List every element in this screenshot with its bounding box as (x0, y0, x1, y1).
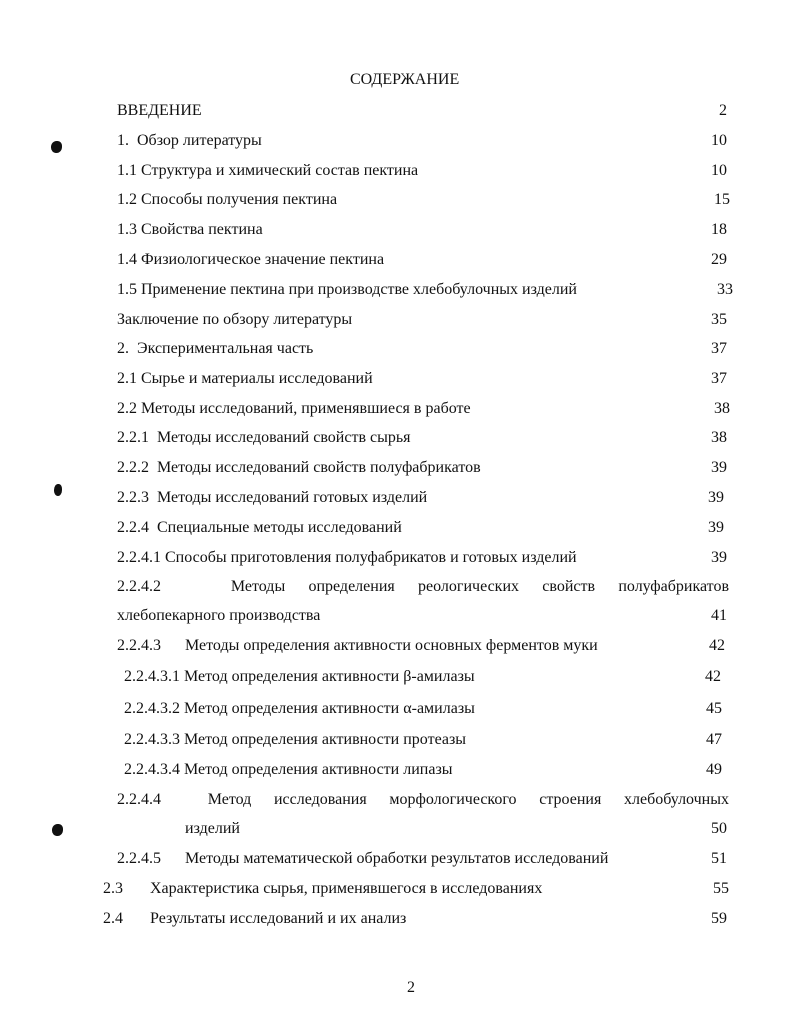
entry-number: 2.2 (117, 400, 137, 417)
entry-number: 2.2.4.2 (117, 578, 161, 595)
entry-title: Применение пектина при производстве хлебобулочных изделий (141, 281, 577, 298)
entry-title: Структура и химический состав пектина (141, 162, 419, 179)
entry-number: 2.1 (117, 370, 137, 387)
entry-title: Метод определения активности α-амилазы (184, 700, 475, 717)
entry-title: Физиологическое значение пектина (141, 251, 385, 268)
entry-title: Методы исследований свойств полуфабрикатов (157, 459, 481, 476)
entry-title-continued: хлебопекарного производства (117, 607, 321, 624)
entry-title: Методы математической обработки результатов исследований (185, 850, 609, 867)
entry-title: Метод определения активности липазы (184, 761, 453, 778)
entry-page: 41 (711, 607, 727, 624)
entry-number: 1.4 (117, 251, 137, 268)
entry-page: 59 (711, 910, 727, 927)
scan-mark (51, 141, 62, 153)
entry-title: Экспериментальная часть (137, 340, 314, 357)
entry-title: Характеристика сырья, применявшегося в исследованиях (150, 880, 543, 897)
entry-number: 2.2.4.5 (117, 850, 161, 867)
scan-mark (52, 824, 63, 836)
page-number: 2 (407, 979, 415, 996)
entry-number: 1. (117, 132, 129, 149)
entry-title: Обзор литературы (137, 132, 262, 149)
entry-number: 2.2.4.3 (117, 637, 161, 654)
entry-number: 2.2.4.3.3 (124, 731, 180, 748)
entry-title: Заключение по обзору литературы (117, 311, 353, 328)
entry-number: 1.1 (117, 162, 137, 179)
entry-page: 15 (714, 191, 730, 208)
entry-title: Метод определения активности β-амилазы (184, 668, 475, 685)
entry-page: 37 (711, 340, 727, 357)
entry-number: 2.2.4.3.1 (124, 668, 180, 685)
entry-page: 29 (711, 251, 727, 268)
entry-number: 2.2.4 (117, 519, 149, 536)
entry-title: Сырье и материалы исследований (141, 370, 373, 387)
entry-title: Методы определения активности основных ферментов муки (185, 637, 598, 654)
entry-page: 18 (711, 221, 727, 238)
entry-title: Методы исследований, применявшиеся в работе (141, 400, 471, 417)
entry-number: 2. (117, 340, 129, 357)
entry-number: 2.2.4.4 (117, 791, 161, 808)
entry-number: 2.2.4.3.2 (124, 700, 180, 717)
entry-page: 37 (711, 370, 727, 387)
entry-page: 49 (706, 761, 722, 778)
entry-title: Методы исследований готовых изделий (157, 489, 428, 506)
entry-number: 1.3 (117, 221, 137, 238)
entry-number: 2.2.4.3.4 (124, 761, 180, 778)
entry-title: Результаты исследований и их анализ (150, 910, 407, 927)
entry-number: 1.2 (117, 191, 137, 208)
entry-page: 10 (711, 162, 727, 179)
entry-page: 33 (717, 281, 733, 298)
entry-page: 38 (714, 400, 730, 417)
entry-title: Метод исследования морфологического строения хлебобулочных (207, 791, 729, 808)
entry-title: Способы приготовления полуфабрикатов и готовых изделий (165, 549, 577, 566)
entry-title: Свойства пектина (141, 221, 263, 238)
scan-mark (54, 484, 62, 496)
entry-number: 2.2.3 (117, 489, 149, 506)
entry-page: 50 (711, 820, 727, 837)
entry-number: 2.4 (103, 910, 123, 927)
entry-title: Метод определения активности протеазы (184, 731, 467, 748)
entry-page: 51 (711, 850, 727, 867)
entry-page: 45 (706, 700, 722, 717)
entry-title: Способы получения пектина (141, 191, 338, 208)
entry-title: Специальные методы исследований (157, 519, 402, 536)
entry-page: 47 (706, 731, 722, 748)
entry-title-continued: изделий (185, 820, 240, 837)
entry-title: Методы определения реологических свойств полуфабрикатов (230, 578, 730, 595)
entry-title: Методы исследований свойств сырья (157, 429, 411, 446)
entry-number: 2.2.2 (117, 459, 149, 476)
page-title: СОДЕРЖАНИЕ (350, 71, 460, 88)
entry-page: 10 (711, 132, 727, 149)
entry-number: 2.2.1 (117, 429, 149, 446)
entry-number: 1.5 (117, 281, 137, 298)
entry-page: 38 (711, 429, 727, 446)
entry-page: 39 (711, 459, 727, 476)
entry-page: 35 (711, 311, 727, 328)
entry-page: 42 (709, 637, 725, 654)
entry-page: 42 (705, 668, 721, 685)
entry-page: 2 (719, 102, 727, 119)
entry-page: 39 (711, 549, 727, 566)
entry-title: ВВЕДЕНИЕ (117, 102, 202, 119)
entry-page: 39 (708, 489, 724, 506)
entry-page: 55 (713, 880, 729, 897)
entry-number: 2.2.4.1 (117, 549, 161, 566)
entry-number: 2.3 (103, 880, 123, 897)
entry-page: 39 (708, 519, 724, 536)
